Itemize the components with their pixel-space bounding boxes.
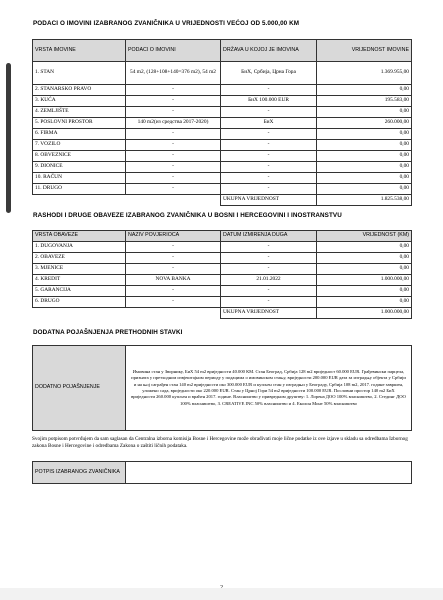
asset-type: 6. FIRMA bbox=[33, 129, 126, 140]
liabilities-total-label: UKUPNA VRIJEDNOST bbox=[221, 308, 317, 319]
clarification-label: DODATNO POJAŠNJENJE bbox=[33, 346, 126, 431]
asset-data: - bbox=[126, 162, 221, 173]
section1-title: PODACI O IMOVINI IZABRANOG ZVANIČNIKA U VRIJEDNOSTI VEĆOJ OD 5.000,00 KM bbox=[33, 20, 300, 27]
asset-type: 1. STAN bbox=[33, 62, 126, 85]
liability-creditor: NOVA BANKA bbox=[126, 275, 221, 286]
scrollbar[interactable] bbox=[6, 63, 11, 213]
asset-value: 0,00 bbox=[317, 151, 412, 162]
asset-country: - bbox=[221, 173, 317, 184]
asset-country: - bbox=[221, 162, 317, 173]
liability-date: - bbox=[221, 297, 317, 308]
assets-header-row bbox=[33, 40, 412, 62]
liabilities-total-row bbox=[33, 308, 412, 319]
asset-value: 0,00 bbox=[317, 184, 412, 195]
asset-data: - bbox=[126, 85, 221, 96]
table-row bbox=[33, 107, 412, 118]
table-row bbox=[33, 129, 412, 140]
asset-country: БиХ, Србија, Црна Гора bbox=[221, 62, 317, 85]
header-liability-type: VRSTA OBAVEZE bbox=[33, 231, 126, 242]
liability-value: 1.000.000,00 bbox=[317, 275, 412, 286]
header-asset-country: DRŽAVA U KOJOJ JE IMOVINA bbox=[221, 40, 317, 62]
asset-data: - bbox=[126, 107, 221, 118]
header-asset-type: VRSTA IMOVINE bbox=[33, 40, 126, 62]
asset-country: - bbox=[221, 107, 317, 118]
table-row bbox=[33, 184, 412, 195]
liabilities-table bbox=[32, 230, 412, 319]
table-row bbox=[33, 96, 412, 107]
asset-value: 0,00 bbox=[317, 173, 412, 184]
signature-label: POTPIS IZABRANOG ZVANIČNIKA bbox=[33, 462, 126, 484]
header-asset-value: VRIJEDNOST IMOVINE bbox=[317, 40, 412, 62]
asset-data: - bbox=[126, 140, 221, 151]
clarification-text: Имовина стан у Зворнику, БиХ 54 m2 вриједности 40.000 КМ. Стан Београд, Србија 128 m2 вриједност 60.000 EUR. Грађевински парцела, призната у претходном извјештајном периоду у подацима о имовинском стању, вриједности 200.000 EUR дата за изградњу објекта у Србији и на њој саграђен стан 140 m2 вриједности око 300.000 EUR и купљен стан у изградњи у Београду, Србија 108 m2, 2017. године завршен, уложено сада, вриједности око 220.000 EUR. Стан у Црној Гори 54 m2 вриједности 100.000 EUR. Пословни простор 140 m2 БиХ вриједности 260.000 купљен и враћен 2017. године. Власништво у привредном друштву: 1. Лорена ДОО 100% власништво, 2. Стединг ДОО 100% власништво, 3. CREATIVE INC 50% власништво и 4. Еколон Монт 50% власништво bbox=[126, 346, 412, 431]
table-row bbox=[33, 173, 412, 184]
header-asset-data: PODACI O IMOVINI bbox=[126, 40, 221, 62]
asset-type: 11. DRUGO bbox=[33, 184, 126, 195]
asset-country: - bbox=[221, 129, 317, 140]
liability-type: 2. OBAVEZE bbox=[33, 253, 126, 264]
liability-date: - bbox=[221, 242, 317, 253]
liability-type: 1. DUGOVANJA bbox=[33, 242, 126, 253]
table-row bbox=[33, 140, 412, 151]
asset-value: 1.369.955,00 bbox=[317, 62, 412, 85]
header-creditor: NAZIV POVJERIOCA bbox=[126, 231, 221, 242]
liability-type: 4. KREDIT bbox=[33, 275, 126, 286]
liability-value: 0,00 bbox=[317, 242, 412, 253]
liability-date: 21.01.2022 bbox=[221, 275, 317, 286]
asset-value: 0,00 bbox=[317, 85, 412, 96]
asset-type: 8. OBVEZNICE bbox=[33, 151, 126, 162]
liability-date: - bbox=[221, 253, 317, 264]
header-liability-value: VRIJEDNOST (KM) bbox=[317, 231, 412, 242]
table-row bbox=[33, 162, 412, 173]
table-row bbox=[33, 85, 412, 96]
assets-total-value: 1.825.538,00 bbox=[317, 195, 412, 206]
asset-country: БиХ 100.000 EUR bbox=[221, 96, 317, 107]
section3-title: DODATNA POJAŠNJENJA PRETHODNIH STAVKI bbox=[33, 329, 183, 336]
liabilities-total-value: 1.000.000,00 bbox=[317, 308, 412, 319]
liability-date: - bbox=[221, 264, 317, 275]
liability-type: 3. MJENICE bbox=[33, 264, 126, 275]
asset-value: 195.583,00 bbox=[317, 96, 412, 107]
table-row bbox=[33, 275, 412, 286]
liability-value: 0,00 bbox=[317, 253, 412, 264]
viewer-bottom-strip bbox=[0, 588, 443, 600]
assets-total-row bbox=[33, 195, 412, 206]
liability-creditor: - bbox=[126, 253, 221, 264]
asset-country: БиХ bbox=[221, 118, 317, 129]
liability-value: 0,00 bbox=[317, 297, 412, 308]
header-settlement-date: DATUM IZMIRENJA DUGA bbox=[221, 231, 317, 242]
liability-value: 0,00 bbox=[317, 286, 412, 297]
signature-table bbox=[32, 461, 412, 484]
asset-country: - bbox=[221, 85, 317, 96]
table-row bbox=[33, 286, 412, 297]
liability-value: 0,00 bbox=[317, 264, 412, 275]
liability-date: - bbox=[221, 286, 317, 297]
table-row bbox=[33, 253, 412, 264]
asset-data: - bbox=[126, 151, 221, 162]
asset-data: 140 m2(из средства 2017-2020) bbox=[126, 118, 221, 129]
section2-title: RASHODI I DRUGE OBAVEZE IZABRANOG ZVANIČNIKA U BOSNI I HERCEGOVINI I INOSTRANSTVU bbox=[33, 212, 342, 219]
consent-declaration: Svojim potpisom potvrđujem da sam saglasan da Centralna izborna komisija Bosne i Hercegovine može obrađivati moje lične podatke iz ove izjave u skladu sa odredbama Izbornog zakona Bosne i Hercegovine i odredbama Zakona o zaštiti ličnih podataka. bbox=[32, 436, 408, 450]
signature-field[interactable] bbox=[126, 462, 412, 484]
asset-type: 3. KUĆA bbox=[33, 96, 126, 107]
liability-creditor: - bbox=[126, 297, 221, 308]
liability-type: 6. DRUGO bbox=[33, 297, 126, 308]
liability-creditor: - bbox=[126, 264, 221, 275]
asset-value: 260.000,00 bbox=[317, 118, 412, 129]
asset-value: 0,00 bbox=[317, 162, 412, 173]
liability-creditor: - bbox=[126, 242, 221, 253]
table-row bbox=[33, 242, 412, 253]
liability-creditor: - bbox=[126, 286, 221, 297]
asset-country: - bbox=[221, 151, 317, 162]
table-row bbox=[33, 297, 412, 308]
asset-data: - bbox=[126, 184, 221, 195]
assets-total-label: UKUPNA VRIJEDNOST bbox=[221, 195, 317, 206]
assets-table bbox=[32, 39, 412, 206]
table-row bbox=[33, 264, 412, 275]
asset-data: - bbox=[126, 173, 221, 184]
asset-data: 54 m2, (128+108+140=376 m2), 54 m2 bbox=[126, 62, 221, 85]
asset-value: 0,00 bbox=[317, 129, 412, 140]
asset-country: - bbox=[221, 140, 317, 151]
liability-type: 5. GARANCIJA bbox=[33, 286, 126, 297]
asset-data: - bbox=[126, 129, 221, 140]
table-row bbox=[33, 62, 412, 85]
table-row bbox=[33, 151, 412, 162]
asset-type: 7. VOZILO bbox=[33, 140, 126, 151]
asset-type: 2. STANARSKO PRAVO bbox=[33, 85, 126, 96]
asset-country: - bbox=[221, 184, 317, 195]
asset-data: - bbox=[126, 96, 221, 107]
table-row bbox=[33, 118, 412, 129]
liabilities-header-row bbox=[33, 231, 412, 242]
asset-type: 4. ZEMLJIŠTE bbox=[33, 107, 126, 118]
clarification-table bbox=[32, 345, 412, 431]
asset-type: 10. RAČUN bbox=[33, 173, 126, 184]
asset-type: 5. POSLOVNI PROSTOR bbox=[33, 118, 126, 129]
asset-value: 0,00 bbox=[317, 140, 412, 151]
asset-type: 9. DIONICE bbox=[33, 162, 126, 173]
asset-value: 0,00 bbox=[317, 107, 412, 118]
